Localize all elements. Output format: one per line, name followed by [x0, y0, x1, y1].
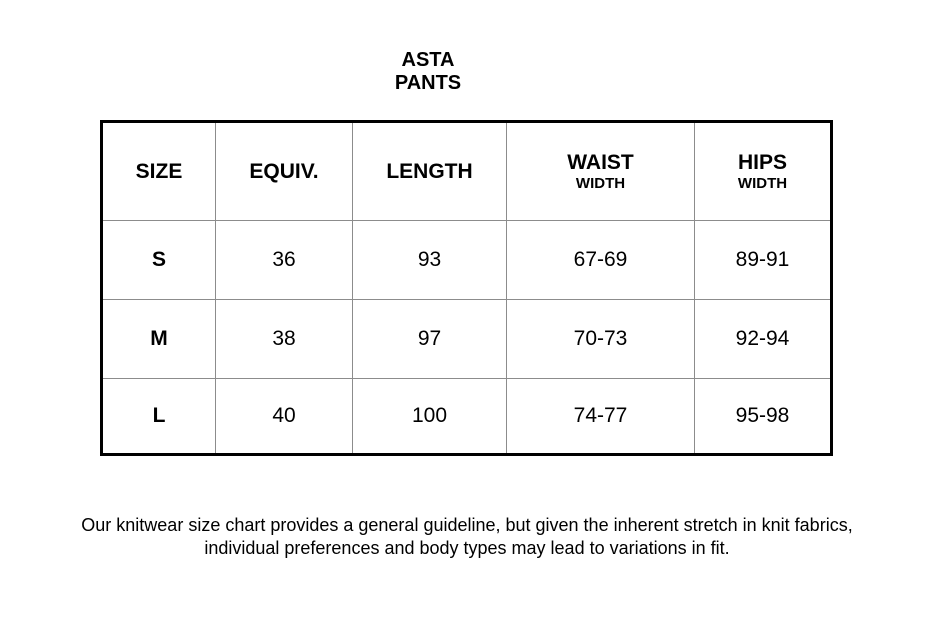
table-row [102, 300, 832, 379]
hips-cell: 89-91 [695, 221, 832, 300]
waist-cell: 74-77 [507, 379, 695, 455]
header-label: SIZE [135, 159, 183, 183]
table-row [102, 221, 832, 300]
hips-cell: 95-98 [695, 379, 832, 455]
size-cell: M [102, 300, 216, 379]
length-cell: 93 [353, 221, 507, 300]
waist-cell: 67-69 [507, 221, 695, 300]
length-cell: 97 [353, 300, 507, 379]
header-size [102, 122, 216, 221]
header-label: HIPS [737, 151, 787, 174]
disclaimer-line-1: Our knitwear size chart provides a general guideline, but given the inherent stretch in knit fabrics, [81, 515, 853, 535]
header-sublabel: WIDTH [737, 175, 788, 192]
waist-cell: 70-73 [507, 300, 695, 379]
chart-title [378, 49, 478, 95]
title-line-1: ASTA [401, 49, 455, 71]
header-label: EQUIV. [249, 159, 319, 183]
table-row [102, 379, 832, 455]
size-cell: S [102, 221, 216, 300]
header-length [353, 122, 507, 221]
table-header-row [102, 122, 832, 221]
header-label: LENGTH [386, 159, 473, 183]
title-line-2: PANTS [394, 72, 462, 94]
header-sublabel: WIDTH [575, 175, 626, 192]
equiv-cell: 36 [216, 221, 353, 300]
equiv-cell: 38 [216, 300, 353, 379]
header-waist [507, 122, 695, 221]
header-label: WAIST [567, 151, 634, 174]
length-cell: 100 [353, 379, 507, 455]
hips-cell: 92-94 [695, 300, 832, 379]
equiv-cell: 40 [216, 379, 353, 455]
size-chart-table [100, 120, 833, 456]
header-equiv [216, 122, 353, 221]
header-hips [695, 122, 832, 221]
disclaimer-line-2: individual preferences and body types may lead to variations in fit. [204, 538, 730, 558]
fit-disclaimer [40, 514, 894, 560]
size-cell: L [102, 379, 216, 455]
